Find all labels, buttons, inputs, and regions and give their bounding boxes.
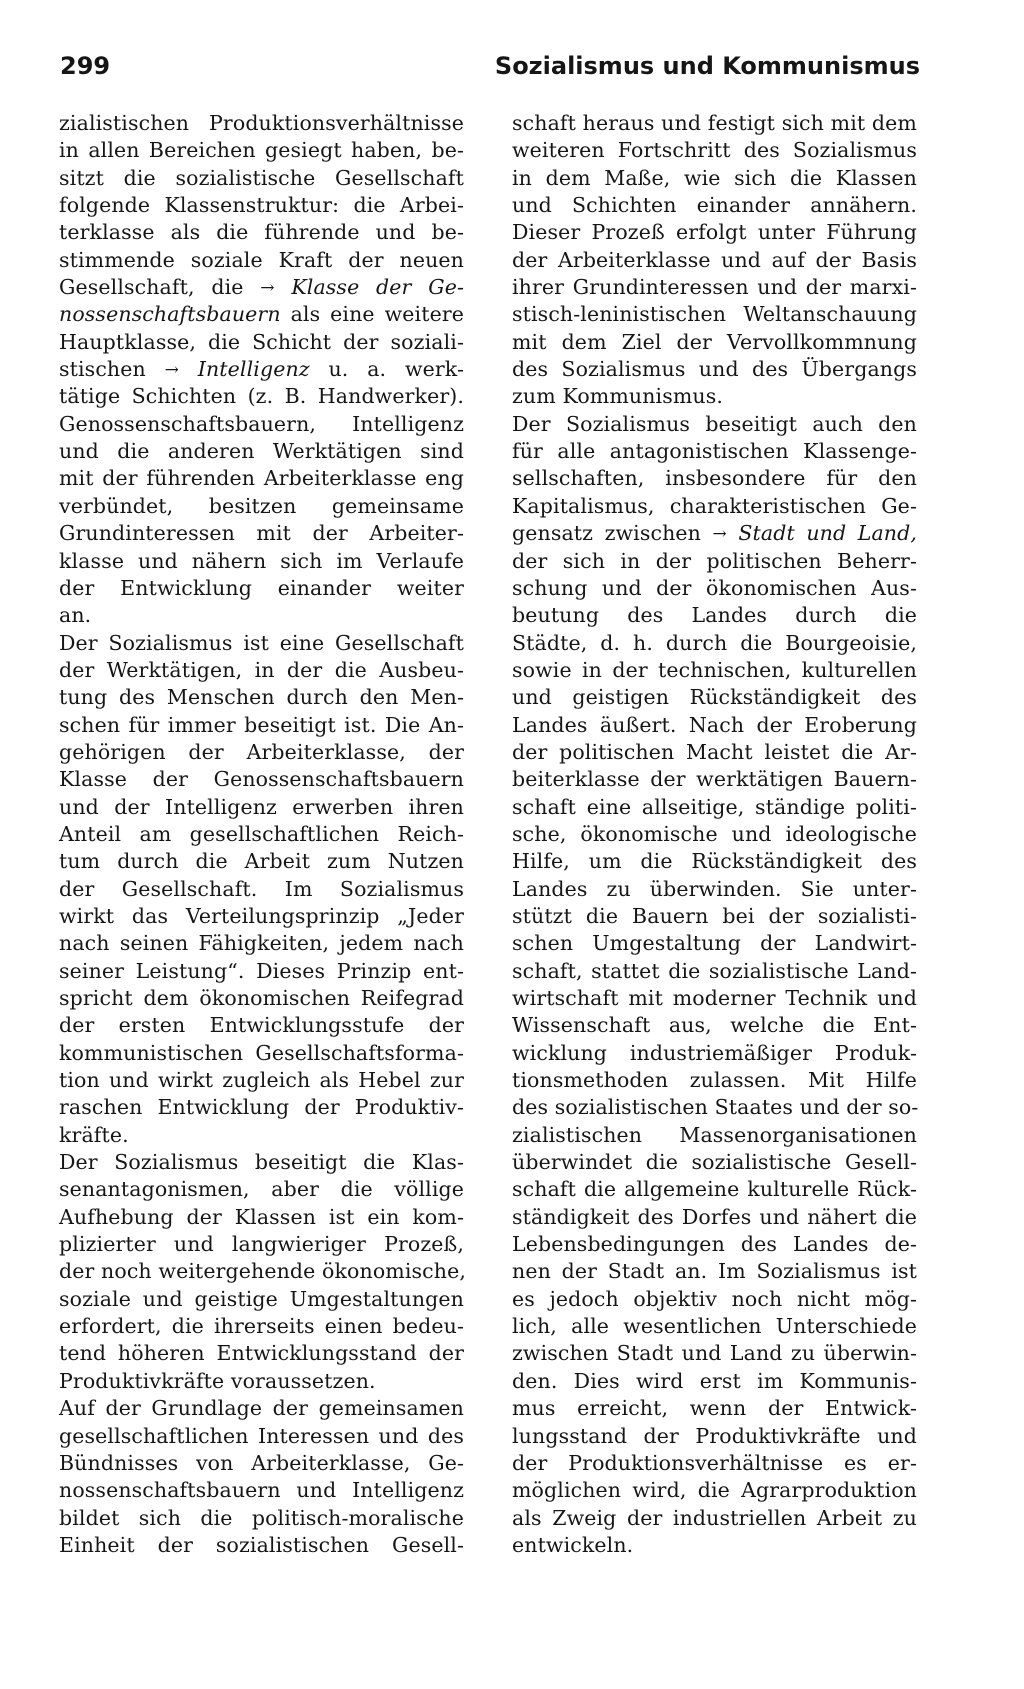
- text-line: schen für immer beseitigt ist. Die An-: [59, 712, 464, 737]
- text-line: gehörigen der Arbeiterklasse, der: [59, 739, 464, 764]
- text-line: schaft die allgemeine kulturelle Rück-: [512, 1177, 917, 1202]
- text-line: Kapitalismus, charakteristischen Ge-: [512, 493, 917, 518]
- text-line: Klasse der Genossenschaftsbauern: [59, 767, 464, 792]
- text-line: nossenschaftsbauern und Intelligenz: [59, 1478, 464, 1503]
- text-line: terklasse als die führende und be-: [59, 220, 464, 245]
- text-line: Der Sozialismus beseitigt auch den: [512, 411, 917, 436]
- text-line: raschen Entwicklung der Produktiv-: [59, 1095, 464, 1120]
- text-line: und geistigen Rückständigkeit des: [512, 685, 917, 710]
- text-line: tionsmethoden zulassen. Mit Hilfe: [512, 1068, 917, 1093]
- text-line: für alle antagonistischen Klassenge-: [512, 439, 917, 464]
- text-line: Hauptklasse, die Schicht der soziali-: [59, 329, 464, 354]
- text-line: tätige Schichten (z. B. Handwerker).: [59, 384, 464, 409]
- text-line: tion und wirkt zugleich als Hebel zur: [59, 1068, 464, 1093]
- text-line: spricht dem ökonomischen Reifegrad: [59, 986, 464, 1010]
- text-line: überwindet die sozialistische Gesell-: [512, 1150, 917, 1175]
- text-line: ihrer Grundinteressen und der marxi-: [512, 275, 917, 300]
- text-line: Anteil am gesellschaftlichen Reich-: [59, 821, 464, 846]
- text-line: zwischen Stadt und Land zu überwin-: [512, 1341, 917, 1366]
- text-line: kräfte.: [59, 1122, 129, 1147]
- cross-reference-stadt-und-land[interactable]: Stadt und Land,: [738, 521, 917, 546]
- text-line: Auf der Grundlage der gemeinsamen: [59, 1396, 464, 1421]
- text-line: Lebensbedingungen des Landes de-: [512, 1232, 917, 1257]
- text-line: nach seinen Fähigkeiten, jedem nach: [59, 931, 464, 956]
- text-segment: als eine weitere: [290, 302, 464, 327]
- text-line: wirtschaft mit moderner Technik und: [512, 986, 917, 1010]
- text-line: weiteren Fortschritt des Sozialismus: [512, 138, 917, 163]
- text-line: mus erreicht, wenn der Entwick-: [512, 1396, 917, 1421]
- text-line: schaft eine allseitige, ständige politi-: [512, 794, 917, 819]
- text-line: tum durch die Arbeit zum Nutzen: [59, 849, 464, 874]
- text-line: und die anderen Werktätigen sind: [59, 439, 464, 464]
- text-line: den. Dies wird erst im Kommunis-: [512, 1368, 917, 1393]
- arrow-right-icon: →: [260, 278, 275, 299]
- text-line: folgende Klassenstruktur: die Arbei-: [59, 193, 464, 218]
- text-line: in dem Maße, wie sich die Klassen: [512, 165, 917, 190]
- running-title: Sozialismus und Kommunismus: [494, 52, 920, 80]
- text-line: erfordert, die ihrerseits einen bedeu-: [59, 1314, 464, 1339]
- text-line: der Produktionsverhältnisse es er-: [512, 1450, 917, 1475]
- text-line: es jedoch objektiv noch nicht mög-: [512, 1286, 917, 1311]
- text-line: schaft, stattet die sozialistische Land-: [512, 958, 917, 983]
- text-line: Einheit der sozialistischen Gesell-: [59, 1532, 464, 1557]
- right-column: [512, 110, 917, 1559]
- text-line: schung und der ökonomischen Aus-: [512, 575, 917, 600]
- text-line: ständigkeit des Dorfes und nähert die: [512, 1204, 917, 1229]
- text-line: möglichen wird, die Agrarproduktion: [512, 1478, 917, 1503]
- text-line: zialistischen Produktionsverhältnisse: [59, 111, 464, 135]
- text-line: sitzt die sozialistische Gesellschaft: [59, 165, 464, 190]
- text-line: der Entwicklung einander weiter: [59, 575, 464, 600]
- text-line: in allen Bereichen gesiegt haben, be-: [59, 138, 464, 163]
- text-line: Der Sozialismus beseitigt die Klas-: [59, 1150, 464, 1175]
- text-line: der politischen Macht leistet die Ar-: [512, 739, 917, 764]
- text-line: lungsstand der Produktivkräfte und: [512, 1423, 917, 1448]
- page-number: 299: [60, 52, 111, 80]
- text-line: mit der führenden Arbeiterklasse eng: [59, 466, 464, 491]
- text-segment: Gesellschaft, die: [59, 275, 244, 300]
- text-line: Städte, d. h. durch die Bourgeoisie,: [512, 630, 917, 655]
- text-line: Dieser Prozeß erfolgt unter Führung: [512, 220, 917, 245]
- text-line: plizierter und langwieriger Prozeß,: [59, 1232, 464, 1257]
- text-line: soziale und geistige Umgestaltungen: [59, 1286, 464, 1311]
- text-line-with-reference: [512, 520, 917, 547]
- text-line: seiner Leistung“. Dieses Prinzip ent-: [59, 958, 464, 983]
- text-line: entwickeln.: [512, 1532, 634, 1557]
- arrow-right-icon: →: [712, 524, 727, 545]
- text-line: tend höheren Entwicklungsstand der: [59, 1341, 464, 1366]
- text-line: Landes äußert. Nach der Eroberung: [512, 712, 917, 737]
- text-line-with-reference: [59, 301, 464, 328]
- text-line: wirkt das Verteilungsprinzip „Jeder: [59, 903, 464, 928]
- text-line: der Arbeiterklasse und auf der Basis: [512, 247, 917, 272]
- text-line: mit dem Ziel der Vervollkommnung: [512, 329, 917, 354]
- arrow-right-icon: →: [164, 360, 179, 381]
- text-line: des sozialistischen Staates und der so-: [512, 1095, 919, 1120]
- text-line: Produktivkräfte voraussetzen.: [59, 1368, 376, 1393]
- text-line: der Gesellschaft. Im Sozialismus: [59, 876, 464, 901]
- text-line: Der Sozialismus ist eine Gesellschaft: [59, 630, 464, 655]
- text-line: der ersten Entwicklungsstufe der: [59, 1013, 464, 1038]
- left-column: [59, 110, 464, 1559]
- cross-reference-klasse-der-genossenschaftsbauern-cont[interactable]: nossenschaftsbauern: [59, 302, 281, 327]
- text-line: tung des Menschen durch den Men-: [59, 685, 464, 710]
- text-line: Grundinteressen mit der Arbeiter-: [59, 521, 464, 546]
- text-line: gesellschaftlichen Interessen und des: [59, 1423, 464, 1448]
- text-segment: u. a. werk-: [328, 357, 465, 382]
- text-line: der sich in der politischen Beherr-: [512, 548, 917, 573]
- text-line-with-reference: [59, 274, 464, 301]
- text-line: wicklung industriemäßiger Produk-: [512, 1040, 917, 1065]
- text-line: des Sozialismus und des Übergangs: [512, 357, 917, 382]
- text-line: und Schichten einander annähern.: [512, 193, 917, 218]
- text-line: der Werktätigen, in der die Ausbeu-: [59, 657, 464, 682]
- text-line: zialistischen Massenorganisationen: [512, 1122, 917, 1147]
- cross-reference-intelligenz[interactable]: Intelligenz: [197, 357, 310, 382]
- text-line: sellschaften, insbesondere für den: [512, 466, 917, 491]
- text-line: lich, alle wesentlichen Unterschiede: [512, 1314, 917, 1339]
- text-line: als Zweig der industriellen Arbeit zu: [512, 1505, 917, 1530]
- text-line: nen der Stadt an. Im Sozialismus ist: [512, 1259, 917, 1284]
- text-line: beutung des Landes durch die: [512, 603, 917, 628]
- text-line-with-reference: [59, 356, 464, 383]
- text-line: stimmende soziale Kraft der neuen: [59, 247, 464, 272]
- cross-reference-klasse-der-genossenschaftsbauern[interactable]: Klasse der Ge-: [291, 275, 464, 300]
- text-line: Landes zu überwinden. Sie unter-: [512, 876, 917, 901]
- text-line: klasse und nähern sich im Verlaufe: [59, 548, 464, 573]
- text-line: stützt die Bauern bei der sozialisti-: [512, 903, 917, 928]
- text-line: beiterklasse der werktätigen Bauern-: [512, 767, 917, 792]
- text-line: Hilfe, um die Rückständigkeit des: [512, 849, 917, 874]
- text-line: Wissenschaft aus, welche die Ent-: [512, 1013, 917, 1038]
- text-segment: gensatz zwischen: [512, 521, 701, 546]
- text-line: kommunistischen Gesellschaftsforma-: [59, 1040, 464, 1065]
- text-line: senantagonismen, aber die völlige: [59, 1177, 464, 1202]
- text-line: schaft heraus und festigt sich mit dem: [512, 111, 917, 135]
- text-line: stisch-leninistischen Weltanschauung: [512, 302, 917, 327]
- text-line: der noch weitergehende ökonomische,: [59, 1259, 466, 1284]
- text-segment: stischen: [59, 357, 146, 382]
- text-line: Genossenschaftsbauern, Intelligenz: [59, 411, 464, 436]
- text-line: schen Umgestaltung der Landwirt-: [512, 931, 917, 956]
- page-header: [60, 52, 920, 92]
- text-line: an.: [59, 603, 92, 628]
- text-line: verbündet, besitzen gemeinsame: [59, 493, 464, 518]
- text-line: sowie in der technischen, kulturellen: [512, 657, 917, 682]
- text-line: sche, ökonomische und ideologische: [512, 821, 917, 846]
- text-line: Bündnisses von Arbeiterklasse, Ge-: [59, 1450, 464, 1475]
- text-line: bildet sich die politisch-moralische: [59, 1505, 464, 1530]
- text-line: Aufhebung der Klassen ist ein kom-: [59, 1204, 464, 1229]
- text-line: und der Intelligenz erwerben ihren: [59, 794, 464, 819]
- text-line: zum Kommunismus.: [512, 384, 724, 409]
